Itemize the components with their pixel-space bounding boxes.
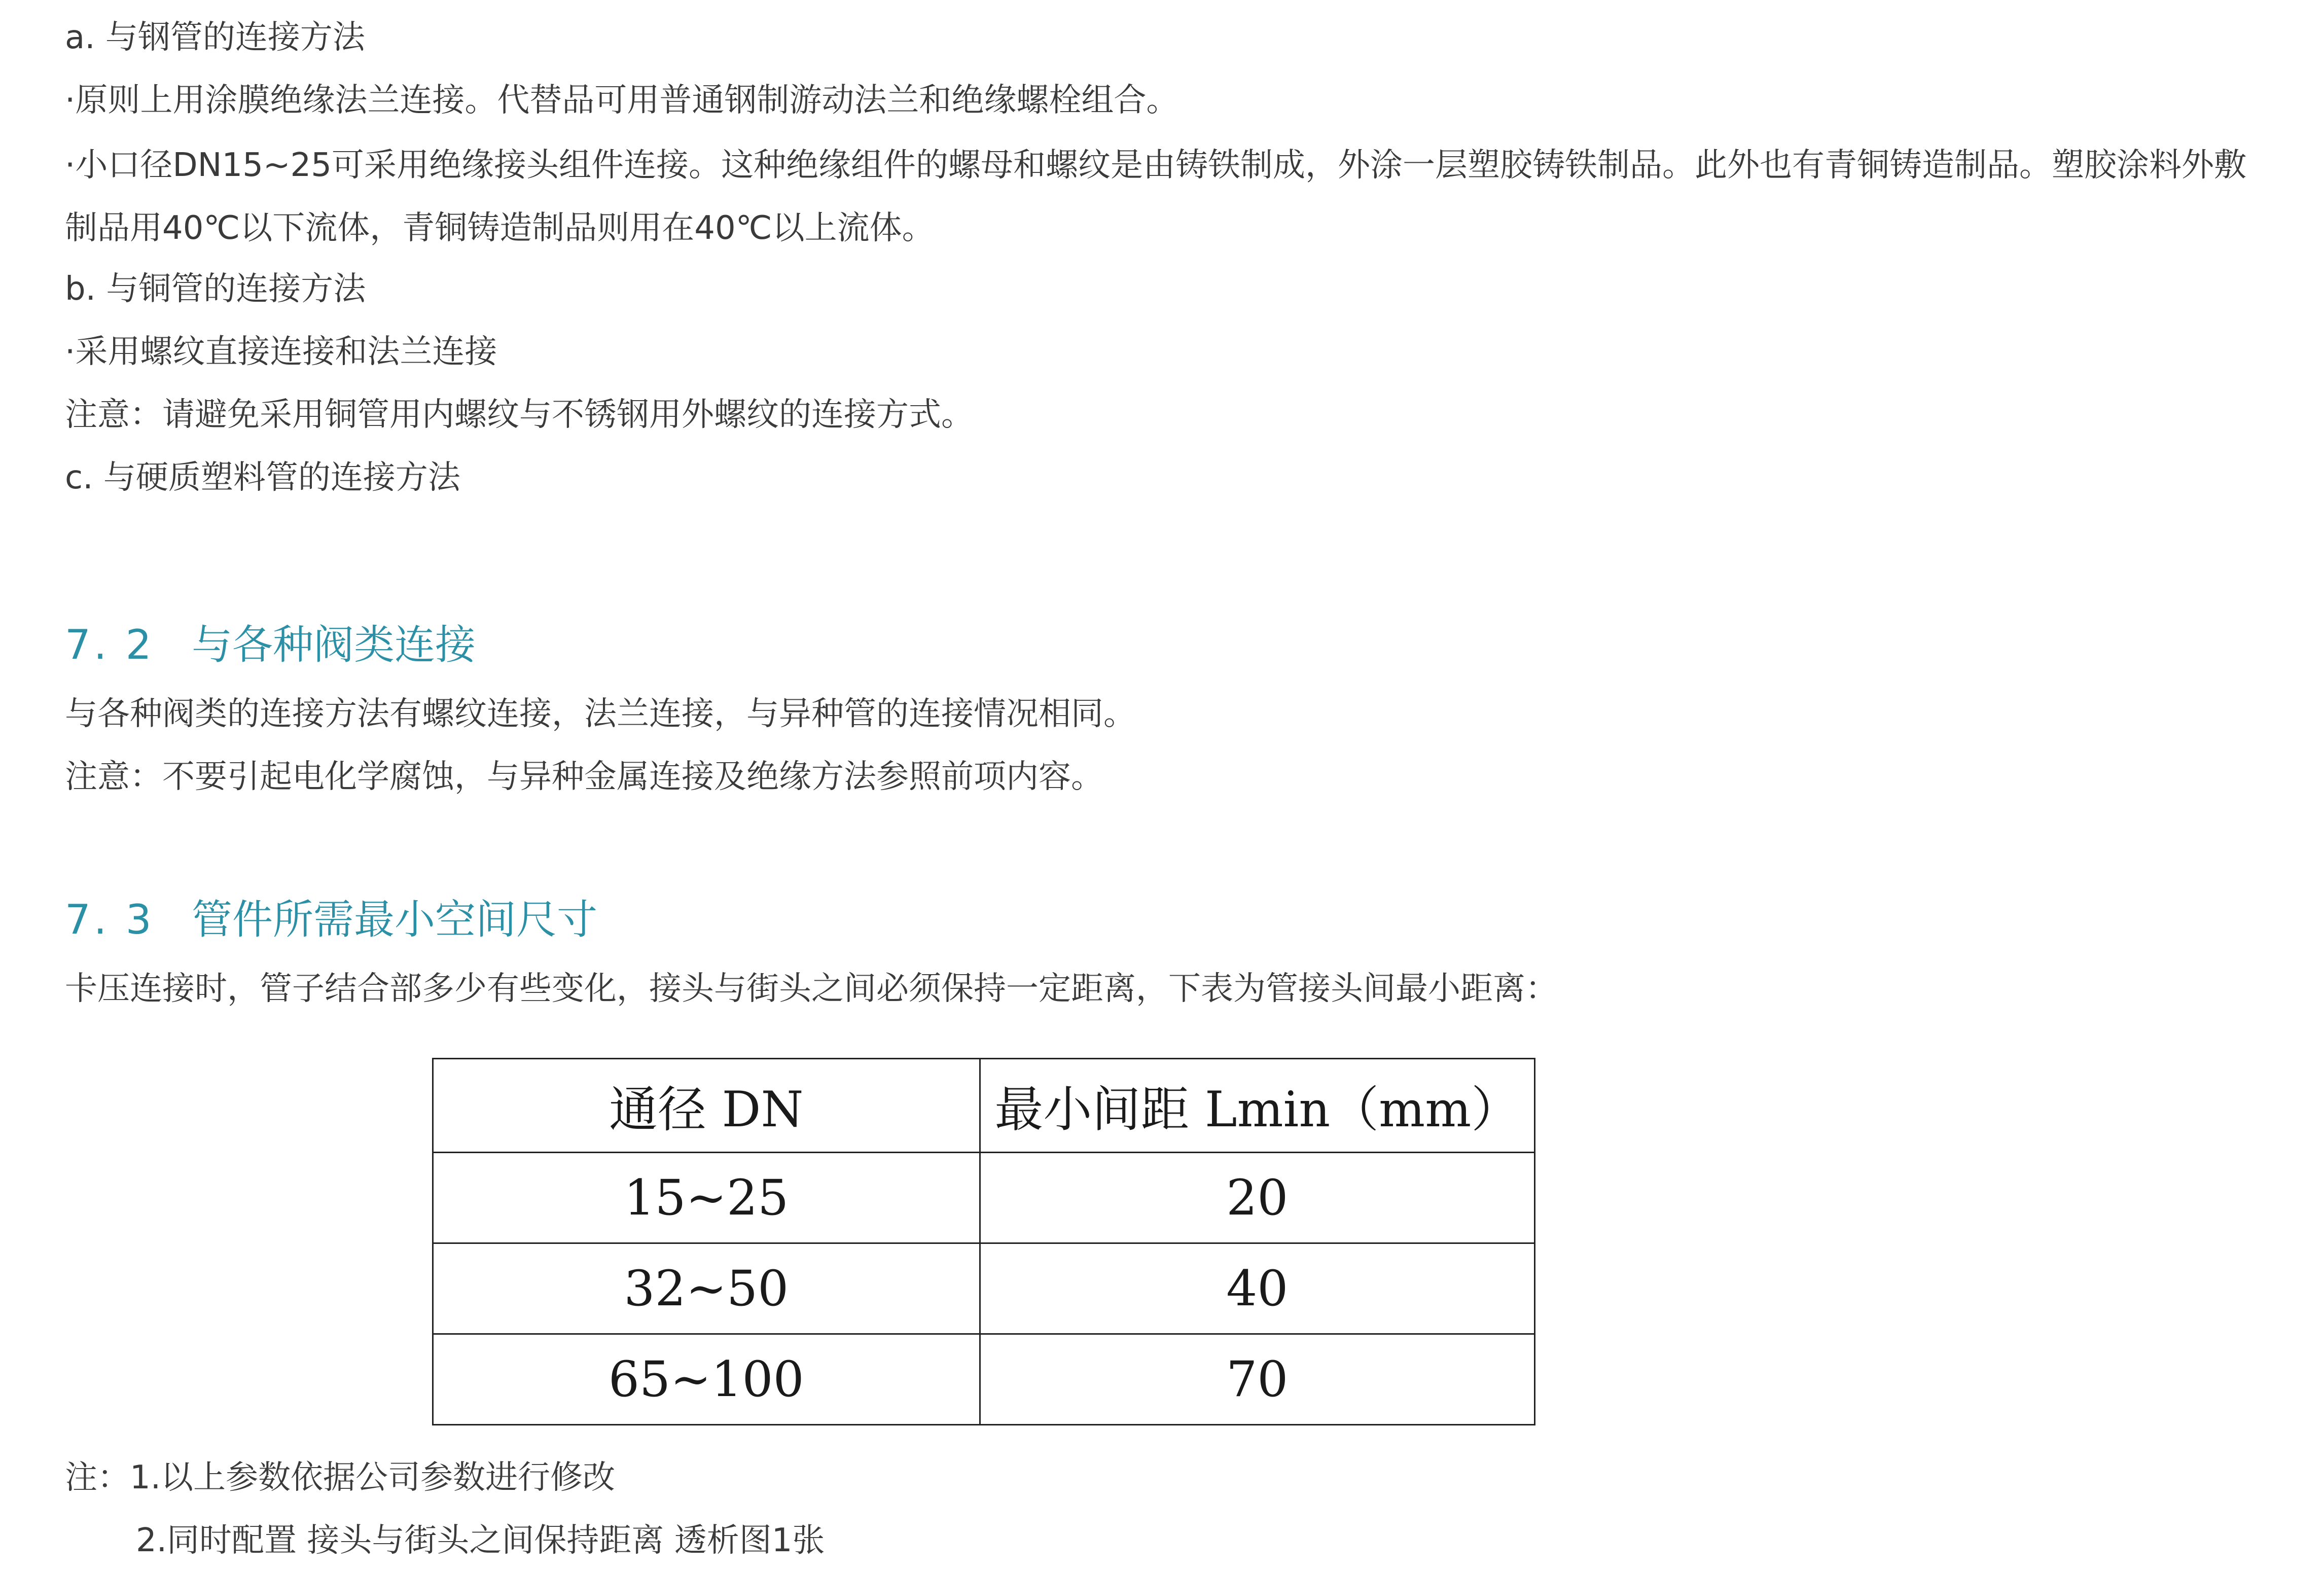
section-b-note: 注意：请避免采用铜管用内螺纹与不锈钢用外螺纹的连接方式。 bbox=[65, 396, 974, 434]
section-7-3-heading bbox=[65, 895, 597, 945]
section-b-title: b. 与铜管的连接方法 bbox=[65, 270, 366, 308]
table-header-row bbox=[433, 1059, 1535, 1153]
table-cell-dn: 65~100 bbox=[433, 1334, 980, 1425]
section-7-3-intro: 卡压连接时，管子结合部多少有些变化，接头与街头之间必须保持一定距离，下表为管接头间最小距离： bbox=[65, 970, 1558, 1008]
table-header-lmin: 最小间距 Lmin（mm） bbox=[980, 1059, 1534, 1153]
section-7-2-title: 与各种阀类连接 bbox=[192, 621, 476, 668]
table-cell-lmin: 40 bbox=[980, 1243, 1534, 1334]
section-a-title: a. 与钢管的连接方法 bbox=[65, 19, 365, 56]
section-7-2-paragraph-2: 注意：不要引起电化学腐蚀，与异种金属连接及绝缘方法参照前项内容。 bbox=[65, 758, 1103, 796]
table-row bbox=[433, 1243, 1535, 1334]
table-row bbox=[433, 1153, 1535, 1243]
section-7-2-paragraph-1: 与各种阀类的连接方法有螺纹连接，法兰连接，与异种管的连接情况相同。 bbox=[65, 695, 1136, 733]
table-note-2: 2.同时配置 接头与街头之间保持距离 透析图1张 bbox=[136, 1522, 825, 1559]
table-row bbox=[433, 1334, 1535, 1425]
table-cell-lmin: 20 bbox=[980, 1153, 1534, 1243]
section-7-2-heading bbox=[65, 620, 476, 670]
section-a-item-1: ·原则上用涂膜绝缘法兰连接。代替品可用普通钢制游动法兰和绝缘螺栓组合。 bbox=[65, 82, 1179, 119]
section-7-2-number: 7. 2 bbox=[65, 621, 155, 668]
table-header-dn: 通径 DN bbox=[433, 1059, 980, 1153]
section-b-item-1: ·采用螺纹直接连接和法兰连接 bbox=[65, 333, 497, 371]
section-7-3-number: 7. 3 bbox=[65, 896, 155, 943]
section-c-title: c. 与硬质塑料管的连接方法 bbox=[65, 459, 460, 496]
table-cell-dn: 32~50 bbox=[433, 1243, 980, 1334]
min-distance-table bbox=[432, 1058, 1535, 1425]
section-7-3-title: 管件所需最小空间尺寸 bbox=[192, 896, 597, 943]
table-cell-lmin: 70 bbox=[980, 1334, 1534, 1425]
section-a-item-2: ·小口径DN15~25可采用绝缘接头组件连接。这种绝缘组件的螺母和螺纹是由铸铁制成，外涂一层塑胶铸铁制品。此外也有青铜铸造制品。塑胶涂料外敷制品用40℃以下流体，青铜铸造制品则用在40℃以上流体。 bbox=[65, 147, 2246, 247]
table-note-1: 注：1.以上参数依据公司参数进行修改 bbox=[65, 1459, 616, 1496]
table-cell-dn: 15~25 bbox=[433, 1153, 980, 1243]
